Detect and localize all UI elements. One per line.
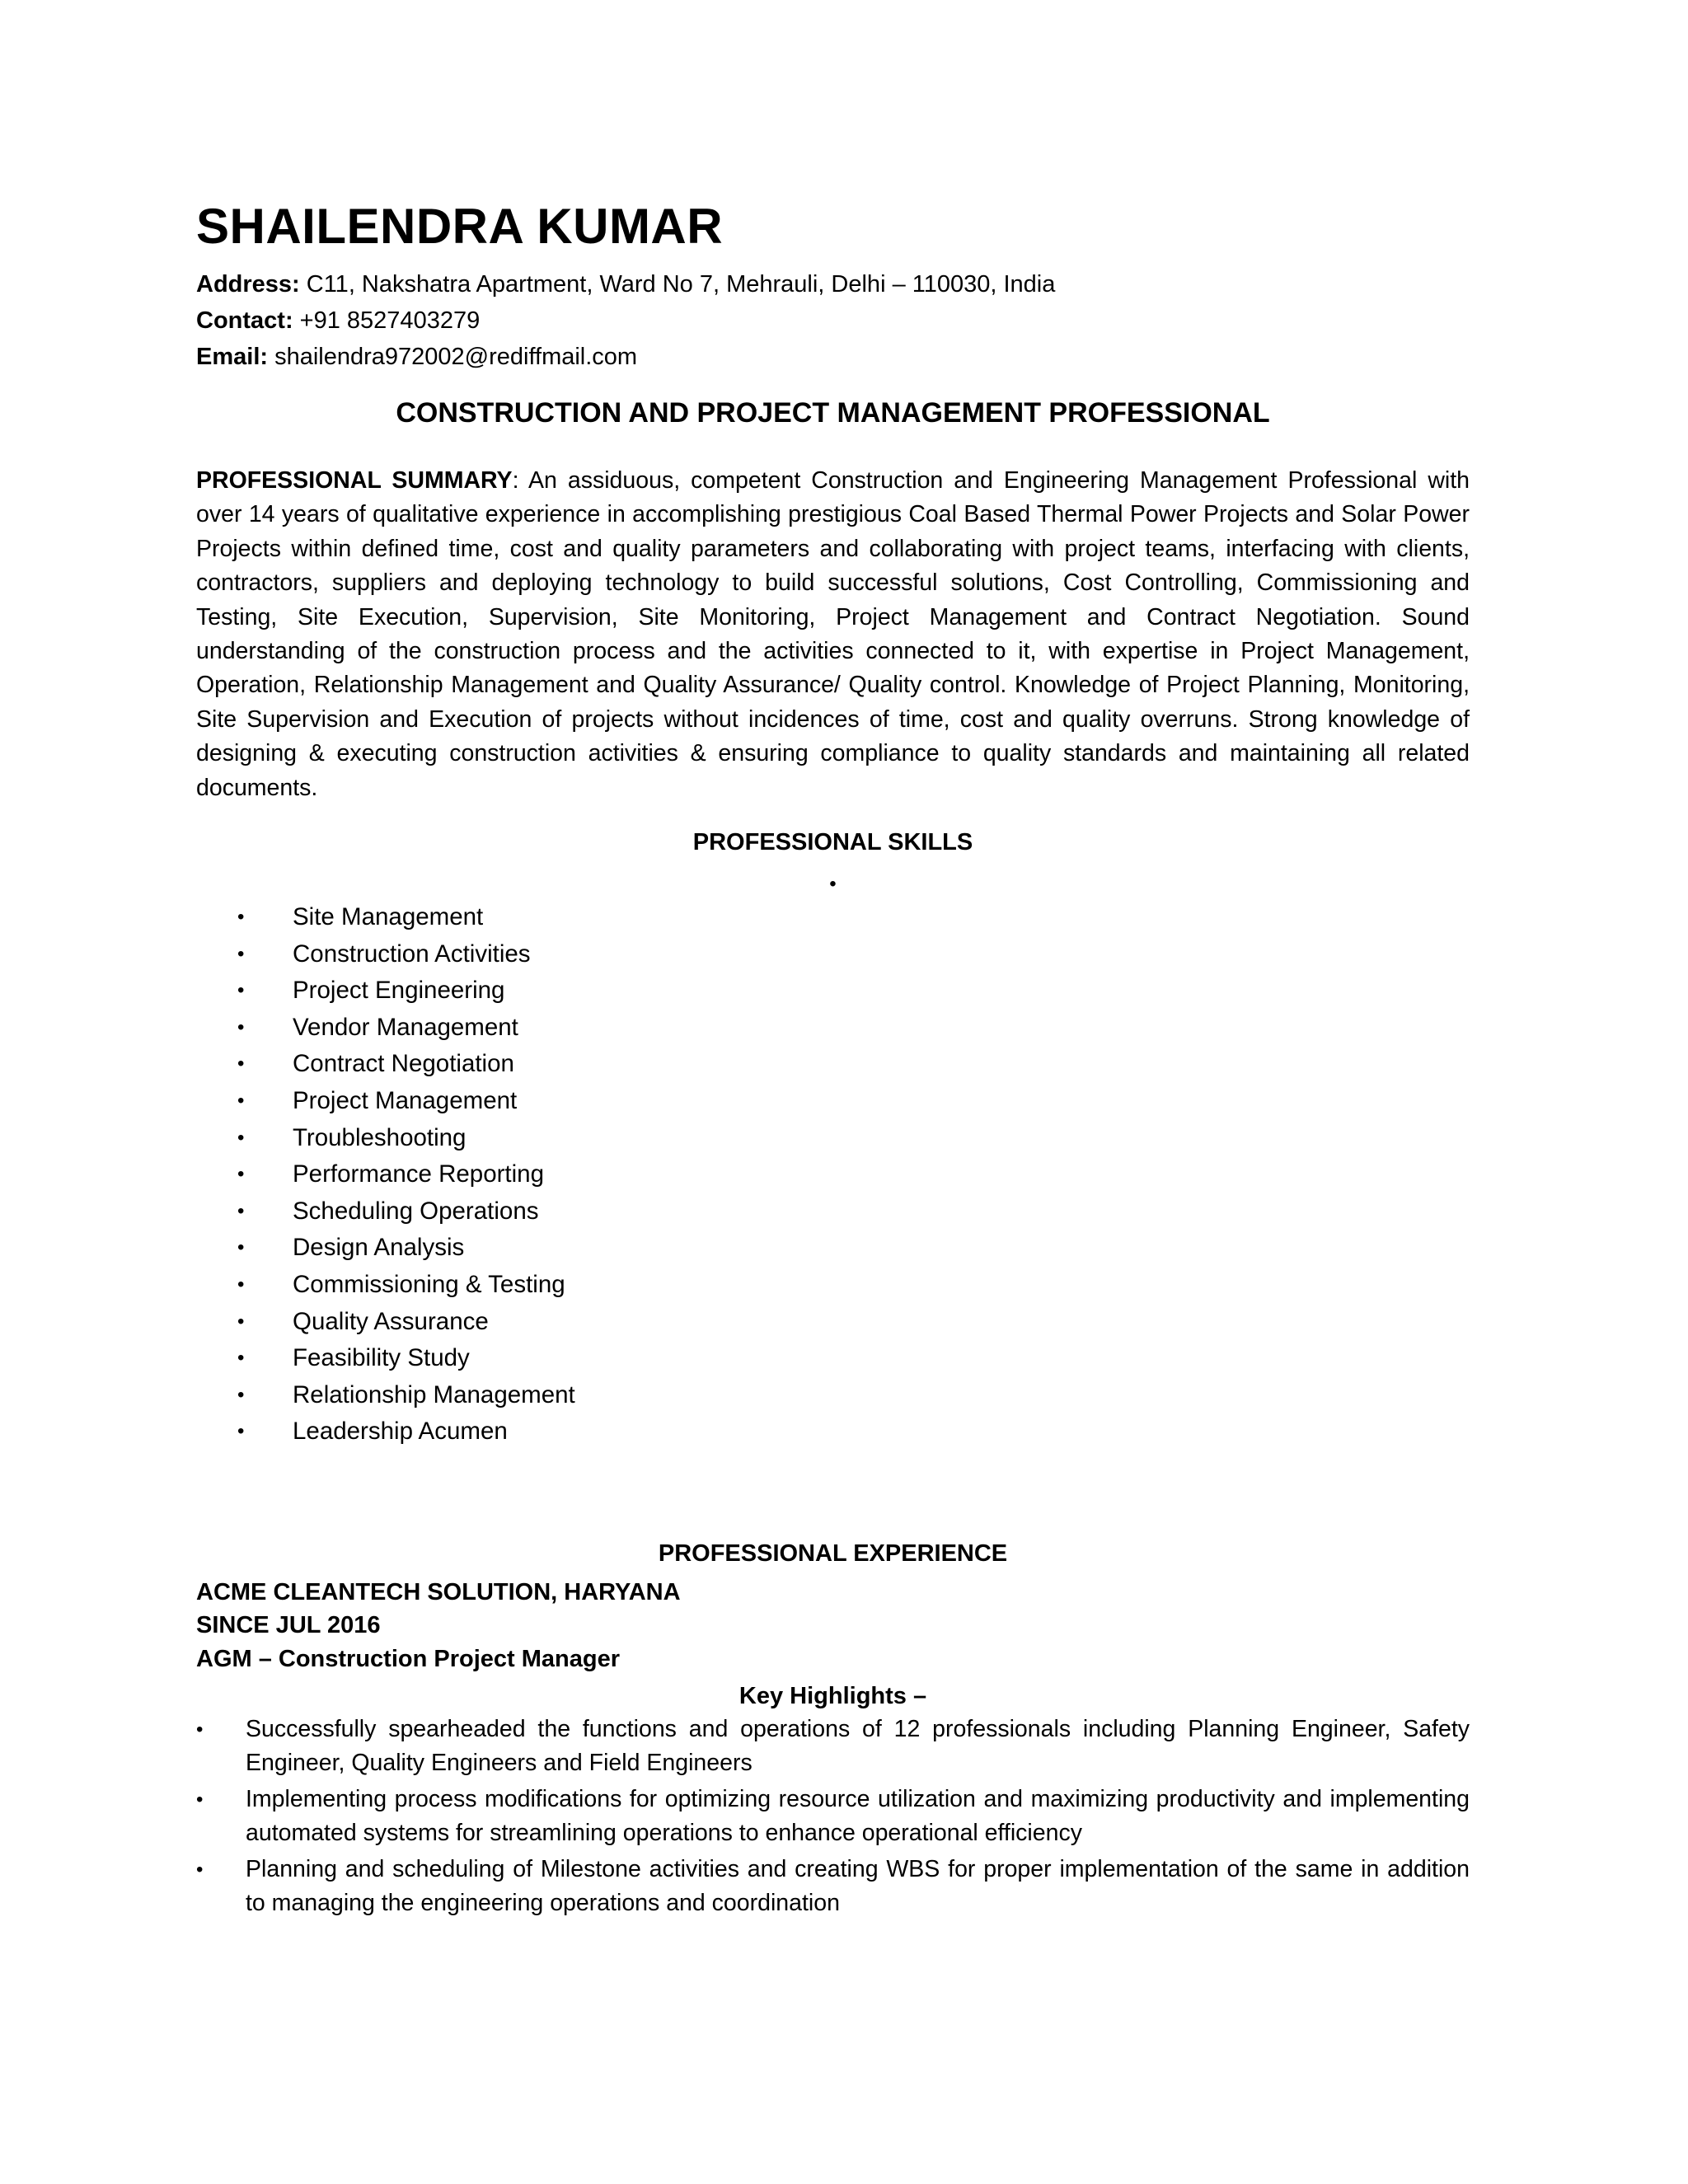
address-label: Address: — [196, 271, 300, 298]
bullet-icon: • — [237, 1383, 245, 1406]
skill-label: Relationship Management — [293, 1380, 575, 1408]
list-item — [237, 972, 575, 1010]
skill-label: Contract Negotiation — [293, 1050, 514, 1078]
bullet-icon: • — [196, 1858, 204, 1881]
bullet-icon: • — [237, 1199, 245, 1222]
bullet-icon: • — [237, 1310, 245, 1333]
list-item — [237, 1230, 575, 1267]
address-line — [196, 271, 1055, 298]
skill-label: Project Engineering — [293, 977, 505, 1005]
skills-list — [237, 899, 575, 1451]
list-item — [196, 1783, 1470, 1850]
summary-text: : An assiduous, competent Construction and Engineering Management Professional with over 14 years of qualitative experience in accomplishing prestigious Coal Based Thermal Power Projects and Solar Power Projects within defined time, cost and quality parameters and collaborating with project teams, interfacing with clients, contractors, suppliers and deploying technology to build successful solutions, Cost Controlling, Commissioning and Testing, Site Execution, Supervision, Site Monitoring, Project Management and Contract Negotiation. Sound understanding of the construction process and the activities connected to it, with expertise in Project Management, Operation, Relationship Management and Quality Assurance/ Quality control. Knowledge of Project Planning, Monitoring, Site Supervision and Execution of projects without incidences of time, cost and quality overruns. Strong knowledge of designing & executing construction activities & ensuring compliance to quality standards and maintaining all related documents. — [196, 467, 1470, 801]
highlights-list — [196, 1713, 1470, 1923]
experience-heading: PROFESSIONAL EXPERIENCE — [658, 1540, 1008, 1567]
bullet-icon: • — [196, 1788, 204, 1811]
list-item — [237, 1377, 575, 1414]
list-item — [237, 899, 575, 936]
skill-label: Performance Reporting — [293, 1160, 544, 1188]
list-item — [237, 1193, 575, 1230]
bullet-icon: • — [829, 873, 837, 895]
bullet-icon: • — [237, 1089, 245, 1112]
highlight-text: Planning and scheduling of Milestone activities and creating WBS for proper implementation of the same in addition to managing the engineering operations and coordination — [246, 1856, 1470, 1916]
bullet-icon: • — [237, 1126, 245, 1149]
bullet-icon: • — [237, 1272, 245, 1296]
key-highlights-heading: Key Highlights – — [738, 1683, 927, 1709]
skill-label: Commissioning & Testing — [293, 1270, 565, 1298]
highlight-text: Implementing process modifications for optimizing resource utilization and maximizing productivity and implementing automated systems for streamlining operations to enhance operational efficiency — [246, 1786, 1470, 1846]
bullet-icon: • — [237, 1347, 245, 1370]
list-item — [237, 1156, 575, 1193]
skill-label: Feasibility Study — [293, 1344, 470, 1372]
professional-summary — [196, 464, 1470, 805]
highlight-text: Successfully spearheaded the functions and operations of 12 professionals including Planning Engineer, Safety Engineer, Quality Engineers and Field Engineers — [246, 1716, 1470, 1776]
list-item — [237, 1267, 575, 1304]
list-item — [237, 1120, 575, 1157]
bullet-icon: • — [237, 906, 245, 928]
bullet-icon: • — [196, 1718, 204, 1741]
skill-label: Leadership Acumen — [293, 1418, 508, 1446]
address-value: C11, Nakshatra Apartment, Ward No 7, Mehrauli, Delhi – 110030, India — [306, 271, 1056, 298]
skill-label: Scheduling Operations — [293, 1197, 539, 1225]
list-item — [237, 1046, 575, 1083]
bullet-icon: • — [237, 1420, 245, 1443]
list-item — [196, 1713, 1470, 1780]
bullet-icon: • — [237, 1015, 245, 1038]
list-item — [196, 1853, 1470, 1920]
bullet-icon: • — [237, 1236, 245, 1259]
job-title: AGM – Construction Project Manager — [196, 1646, 621, 1672]
contact-label: Contact: — [196, 307, 293, 334]
bullet-icon: • — [237, 1052, 245, 1076]
list-item — [237, 1083, 575, 1120]
company-name: ACME CLEANTECH SOLUTION, HARYANA — [196, 1579, 681, 1605]
contact-value: +91 8527403279 — [299, 307, 481, 334]
list-item — [237, 1010, 575, 1047]
skill-label: Vendor Management — [293, 1013, 518, 1041]
email-value: shailendra972002@rediffmail.com — [274, 344, 638, 370]
email-label: Email: — [196, 344, 269, 370]
skill-label: Quality Assurance — [293, 1307, 489, 1335]
skill-label: Troubleshooting — [293, 1123, 467, 1151]
skills-heading: PROFESSIONAL SKILLS — [692, 829, 973, 855]
skill-label: Construction Activities — [293, 940, 531, 968]
contact-line — [196, 307, 480, 335]
bullet-icon: • — [237, 979, 245, 1002]
list-item — [237, 1413, 575, 1451]
skill-label: Design Analysis — [293, 1234, 465, 1262]
candidate-name: SHAILENDRA KUMAR — [196, 199, 724, 254]
skill-label: Site Management — [293, 903, 484, 930]
list-item — [237, 1304, 575, 1341]
email-line — [196, 344, 637, 371]
bullet-icon: • — [237, 942, 245, 965]
skill-label: Project Management — [293, 1086, 518, 1114]
bullet-icon: • — [237, 1163, 245, 1186]
list-item — [237, 936, 575, 973]
employment-since: SINCE JUL 2016 — [196, 1612, 381, 1638]
list-item — [237, 1340, 575, 1377]
professional-headline: CONSTRUCTION AND PROJECT MANAGEMENT PROFESSIONAL — [396, 397, 1270, 429]
summary-label: PROFESSIONAL SUMMARY — [196, 467, 513, 494]
